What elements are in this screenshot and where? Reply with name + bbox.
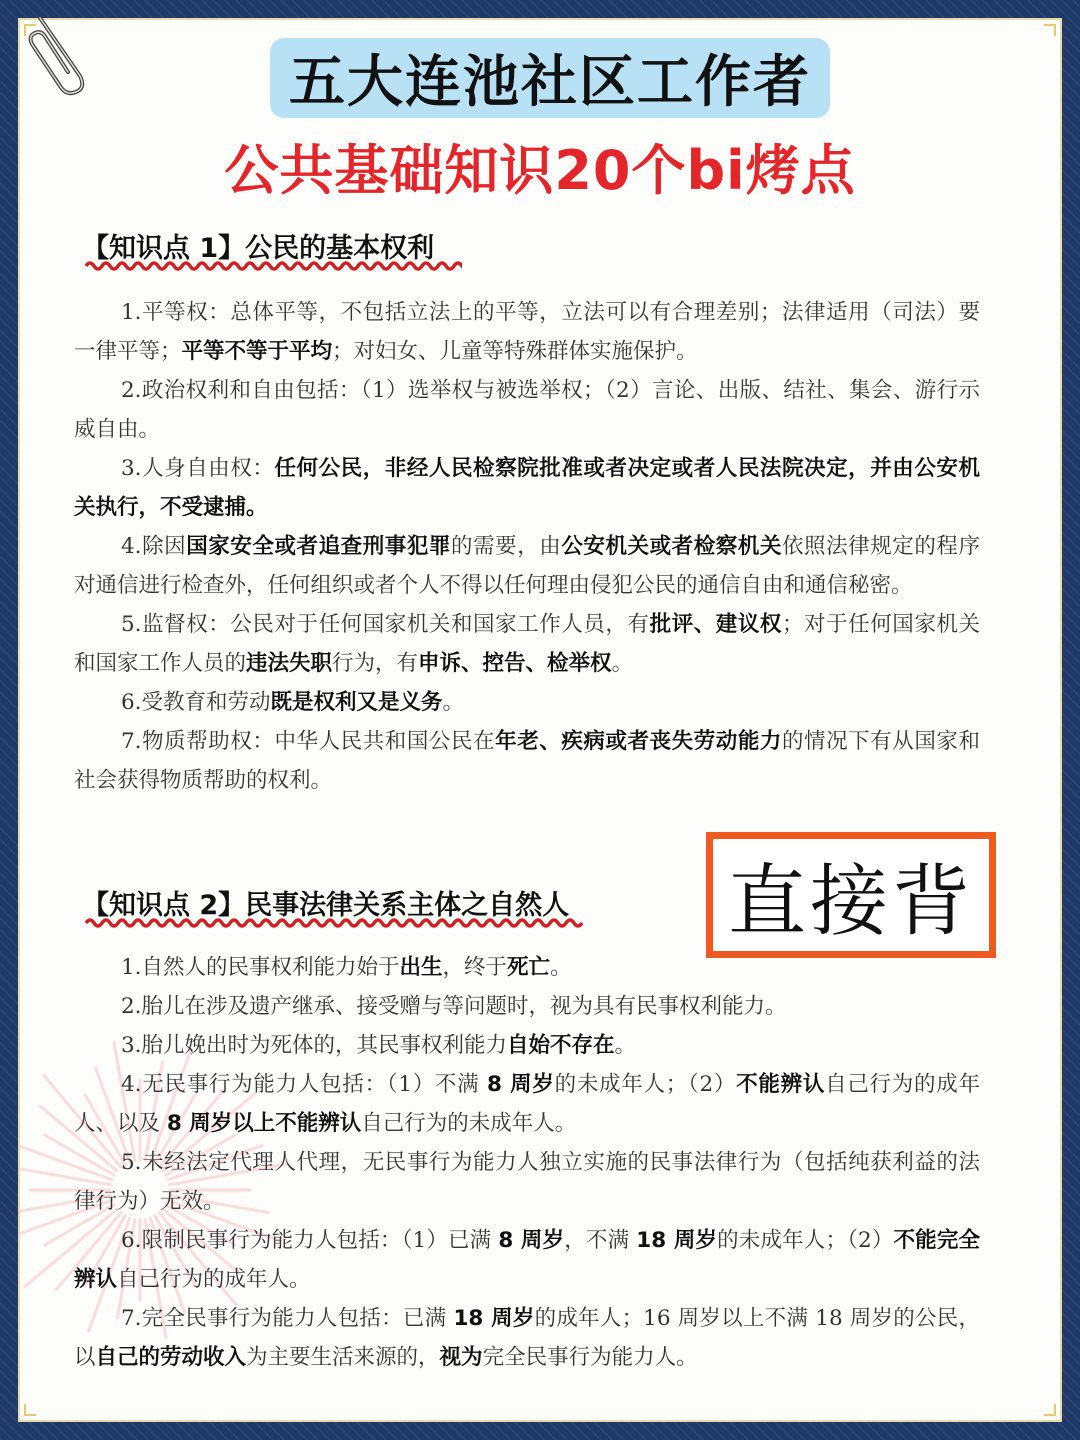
item-text: 行为，有 [332,651,419,676]
memorize-stamp [706,832,996,958]
page-title: 五大连池社区工作者 [289,50,811,115]
emphasis-text: 自己的劳动收入 [95,1345,247,1370]
emphasis-text: 出生 [399,955,443,980]
emphasis-text: 自始不存在 [507,1033,615,1058]
item-text: 。 [442,690,465,715]
knowledge-item [74,987,980,1026]
item-text: ；对妇女、儿童等特殊群体实施保护。 [332,339,698,364]
knowledge-item [74,1143,980,1221]
knowledge-item [74,683,980,722]
item-text: 的需要，由 [451,534,562,559]
item-text: 3.胎儿娩出时为死体的，其民事权利能力 [121,1033,508,1058]
item-text: 完全民事行为能力人。 [482,1345,698,1370]
item-text: 。 [611,651,634,676]
item-text: 。 [614,1033,637,1058]
emphasis-text: 平等不等于平均 [181,339,333,364]
knowledge-item [74,527,980,605]
corner-ornament [1044,24,1056,36]
emphasis-text: 批评、建议权 [649,612,782,637]
knowledge-item [74,1065,980,1143]
item-text: 2.胎儿在涉及遗产继承、接受赠与等问题时，视为具有民事权利能力。 [121,994,787,1019]
knowledge-item [74,371,980,449]
emphasis-text: 申诉、控告、检举权 [418,651,612,676]
knowledge-item [74,948,980,987]
item-text: 的情况下有从国家和社会获得物质帮助的权利。 [74,729,980,793]
emphasis-text: 不能辨认 [736,1072,826,1097]
emphasis-text: 任何公民，非经人民检察院批准或者决定或者人民法院决定，并由公安机关执行，不受逮捕。 [74,456,980,520]
knowledge-item [74,449,980,527]
item-text: 6.限制民事行为能力人包括：（1）已满 [121,1228,499,1253]
knowledge-item [74,722,980,800]
section-1-body [74,293,980,800]
emphasis-text: 既是权利又是义务 [270,690,443,715]
knowledge-item [74,1026,980,1065]
emphasis-text: 视为 [439,1345,483,1370]
item-text: 。 [550,955,572,980]
item-text: 的未成年人；（2） [717,1228,894,1253]
title-banner [270,38,830,118]
item-text: 3.人身自由权： [121,456,275,481]
item-text: 1.平等权：总体平等，不包括立法上的平等，立法可以有合理差别；法律适用（司法）要一律平等； [74,300,980,364]
emphasis-text: 死亡 [507,955,551,980]
section-1-heading: 【知识点 1】公民的基本权利 [82,233,435,264]
page-subtitle: 公共基础知识20个bi烤点 [224,139,856,202]
emphasis-text: 国家安全或者追查刑事犯罪 [186,534,451,559]
item-text: 为主要生活来源的， [246,1345,440,1370]
knowledge-item [74,1221,980,1299]
emphasis-text: 违法失职 [246,651,333,676]
emphasis-text: 年老、疾病或者丧失劳动能力 [495,729,782,754]
item-text: 自己行为的成年人、以及 [74,1072,980,1136]
item-text: 7.物质帮助权：中华人民共和国公民在 [121,729,496,754]
item-text: 7.完全民事行为能力人包括：已满 [121,1306,454,1331]
emphasis-text: 18 周岁 [453,1306,535,1331]
emphasis-text: 公安机关或者检察机关 [561,534,782,559]
item-text: 4.无民事行为能力人包括：（1）不满 [121,1072,487,1097]
emphasis-text: 不能完全辨认 [74,1228,980,1292]
emphasis-text: 8 周岁 [486,1072,555,1097]
wavy-underline [84,258,462,274]
item-text: ，不满 [564,1228,637,1253]
item-text: 2.政治权利和自由包括：（1）选举权与被选举权；（2）言论、出版、结社、集会、游行示威自由。 [74,378,980,442]
emphasis-text: 8 周岁以上不能辨认 [166,1111,362,1136]
stamp-text: 直接背 [727,857,974,947]
knowledge-item [74,1299,980,1377]
item-text: 的成年人；16 周岁以上不满 18 周岁的公民，以 [74,1306,980,1370]
item-text: 自己行为的未成年人。 [361,1111,577,1136]
wavy-underline [84,915,584,931]
knowledge-item [74,293,980,371]
corner-ornament [24,1404,36,1416]
corner-ornament [1044,1404,1056,1416]
item-text: 自己行为的成年人。 [117,1267,311,1292]
emphasis-text: 8 周岁 [498,1228,565,1253]
item-text: 6.受教育和劳动 [121,690,271,715]
item-text: 5.未经法定代理人代理，无民事行为能力人独立实施的民事法律行为（包括纯获利益的法律行为）无效。 [74,1150,980,1214]
item-text: 5.监督权：公民对于任何国家机关和国家工作人员，有 [121,612,650,637]
item-text: 依照法律规定的程序对通信进行检查外，任何组织或者个人不得以任何理由侵犯公民的通信自由和通信秘密。 [74,534,980,598]
section-2-body [74,948,980,1377]
item-text: ，终于 [442,955,508,980]
section-2-heading: 【知识点 2】民事法律关系主体之自然人 [82,890,570,921]
item-text: ；对于任何国家机关和国家工作人员的 [74,612,980,676]
item-text: 1.自然人的民事权利能力始于 [121,955,400,980]
paperclip-icon [22,8,92,98]
item-text: 的未成年人；（2） [554,1072,737,1097]
item-text: 4.除因 [121,534,187,559]
knowledge-item [74,605,980,683]
emphasis-text: 18 周岁 [636,1228,718,1253]
